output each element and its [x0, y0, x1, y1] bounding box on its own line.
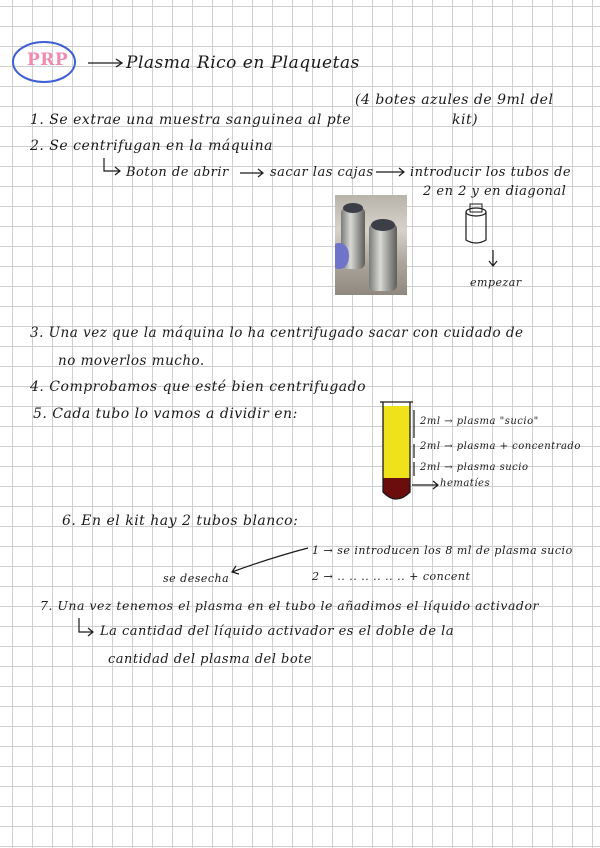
step-6-discard-text: se desecha [163, 572, 230, 585]
step-7-sub-line-1: La cantidad del líquido activador es el doble de la [100, 624, 455, 639]
step-6-row-1: 1 → se introducen los 8 ml de plasma sucio [312, 544, 573, 557]
step-2-insert-tubes-line-2: 2 en 2 y en diagonal [423, 184, 567, 199]
page-title: Plasma Rico en Plaquetas [126, 53, 360, 73]
step-4-text: 4. Comprobamos que esté bien centrifugado [30, 379, 367, 395]
tube-label-plasma-concentrate: 2ml → plasma + concentrado [420, 441, 581, 452]
step-2-remove-boxes-text: sacar las cajas [270, 165, 374, 180]
step-6-row-2: 2 → .. .. .. .. .. .. + concent [312, 570, 471, 583]
step-2-text: 2. Se centrifugan en la máquina [30, 138, 274, 154]
step-2-open-button-text: Boton de abrir [126, 165, 229, 180]
step-1-note-line-2: kit) [452, 112, 479, 128]
step-6-text: 6. En el kit hay 2 tubos blanco: [62, 513, 299, 529]
step-2-insert-tubes-line-1: introducir los tubos de [410, 165, 572, 180]
tube-label-dirty-plasma: 2ml → plasma "sucio" [420, 416, 539, 427]
step-1-note-line-1: (4 botes azules de 9ml del [355, 92, 554, 108]
step-2-start-text: empezar [470, 276, 522, 289]
step-3-line-2: no moverlos mucho. [58, 353, 205, 369]
tube-label-hematies: hematíes [440, 478, 491, 489]
step-7-line-1: 7. Una vez tenemos el plasma en el tubo le añadimos el líquido activador [40, 598, 539, 613]
step-7-sub-line-2: cantidad del plasma del bote [108, 652, 313, 667]
logo-text: PRP [27, 50, 69, 70]
step-1-text: 1. Se extrae una muestra sanguinea al pte [30, 112, 352, 128]
step-5-text: 5. Cada tubo lo vamos a dividir en: [33, 406, 298, 422]
step-3-line-1: 3. Una vez que la máquina lo ha centrifugado sacar con cuidado de [30, 325, 524, 341]
tube-label-dirty-plasma-2: 2ml → plasma sucio [420, 462, 529, 473]
